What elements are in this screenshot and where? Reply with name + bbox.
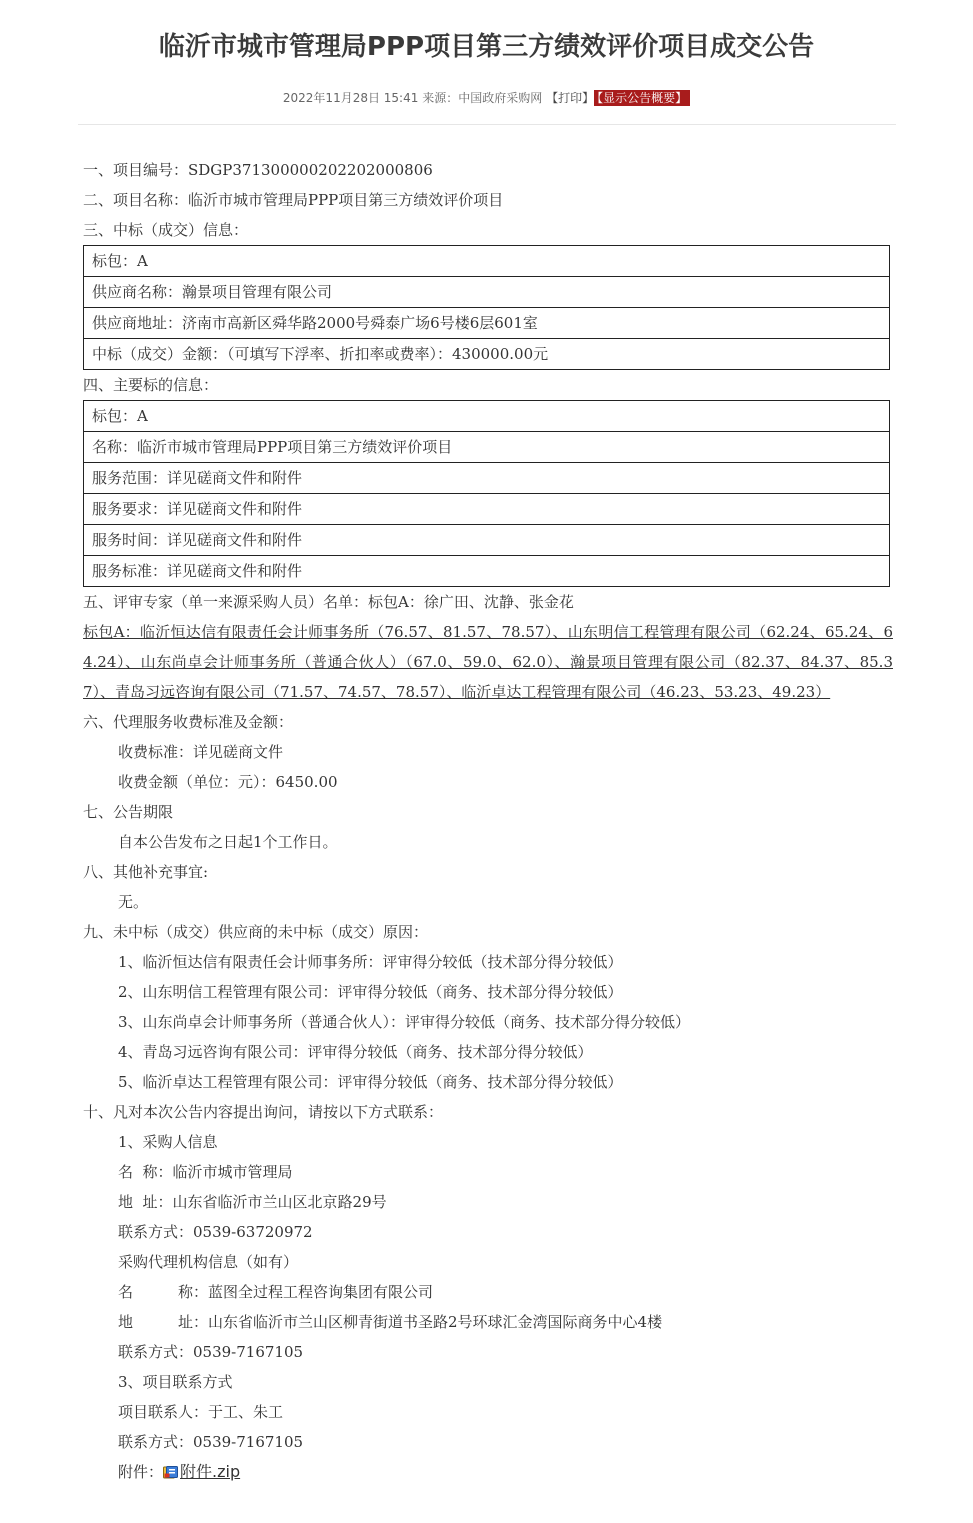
unsuccessful-heading: 九、未中标（成交）供应商的未中标（成交）原因：: [83, 923, 429, 941]
table-cell: 服务范围：详见磋商文件和附件: [84, 463, 890, 494]
zip-file-icon: [163, 1459, 178, 1472]
award-table: [83, 245, 890, 370]
experts-heading: 五、评审专家（单一来源采购人员）名单：标包A：徐广田、沈静、张金花: [83, 593, 574, 611]
other-matters-text: 无。: [118, 893, 149, 911]
list-item: 3、项目联系方式: [118, 1373, 233, 1391]
list-item: 名 称：蓝图全过程工程咨询集团有限公司: [118, 1283, 434, 1301]
list-item: 项目联系人：于工、朱工: [118, 1403, 284, 1421]
notice-period-text: 自本公告发布之日起1个工作日。: [118, 833, 338, 851]
list-item: 采购代理机构信息（如有）: [118, 1253, 299, 1271]
table-cell: 服务时间：详见磋商文件和附件: [84, 525, 890, 556]
project-number: 一、项目编号：SDGP371300000202202000806: [83, 161, 433, 179]
list-item: 2、山东明信工程管理有限公司：评审得分较低（商务、技术部分得分较低）: [118, 983, 623, 1001]
header-divider: [78, 124, 896, 125]
show-summary-button[interactable]: 【显示公告概要】: [594, 90, 690, 106]
list-item: 4、青岛习远咨询有限公司：评审得分较低（商务、技术部分得分较低）: [118, 1043, 593, 1061]
table-row: [84, 246, 890, 277]
other-matters-heading: 八、其他补充事宜:: [83, 863, 209, 881]
table-cell: 标包：A: [84, 401, 890, 432]
list-item: 1、临沂恒达信有限责任会计师事务所：评审得分较低（技术部分得分较低）: [118, 953, 623, 971]
table-row: [84, 432, 890, 463]
table-row: [84, 308, 890, 339]
table-cell: 标包：A: [84, 246, 890, 277]
table-row: [84, 556, 890, 587]
publish-date: 2022年11月28日 15:41: [282, 91, 419, 105]
table-cell: 供应商名称：瀚景项目管理有限公司: [84, 277, 890, 308]
list-item: 名 称：临沂市城市管理局: [118, 1163, 293, 1181]
list-item: 3、山东尚卓会计师事务所（普通合伙人）：评审得分较低（商务、技术部分得分较低）: [118, 1013, 691, 1031]
table-cell: 服务标准：详见磋商文件和附件: [84, 556, 890, 587]
table-row: [84, 463, 890, 494]
fee-standard: 收费标准：详见磋商文件: [118, 743, 284, 761]
page-title: 临沂市城市管理局PPP项目第三方绩效评价项目成交公告: [158, 32, 815, 62]
attachment-download-link[interactable]: 附件.zip: [180, 1462, 241, 1481]
fee-heading: 六、代理服务收费标准及金额：: [83, 713, 294, 731]
list-item: 地 址：山东省临沂市兰山区柳青街道书圣路2号环球汇金湾国际商务中心4楼: [118, 1313, 663, 1331]
list-item: 联系方式：0539-7167105: [118, 1343, 304, 1361]
project-name: 二、项目名称：临沂市城市管理局PPP项目第三方绩效评价项目: [83, 191, 504, 209]
subject-info-heading: 四、主要标的信息：: [83, 376, 219, 394]
contact-heading: 十、凡对本次公告内容提出询问，请按以下方式联系：: [83, 1103, 444, 1121]
source-name: 中国政府采购网: [458, 91, 543, 105]
announcement-body: [83, 155, 893, 1487]
table-cell: 中标（成交）金额：（可填写下浮率、折扣率或费率）：430000.00元: [84, 339, 890, 370]
table-row: [84, 494, 890, 525]
table-row: [84, 525, 890, 556]
list-item: 1、采购人信息: [118, 1133, 218, 1151]
list-item: 联系方式：0539-7167105: [118, 1433, 304, 1451]
list-item: 5、临沂卓达工程管理有限公司：评审得分较低（商务、技术部分得分较低）: [118, 1073, 623, 1091]
attachment-row: [83, 1457, 893, 1487]
subject-table: [83, 400, 890, 587]
experts-scores: 标包A：临沂恒达信有限责任会计师事务所（76.57、81.57、78.57）、山东明信工程管理有限公司（62.24、65.24、64.24）、山东尚卓会计师事务所（普通合伙人）（67.0、59.0、62.0）、瀚景项目管理有限公司（82.37、84.37、85.37）、青岛习远咨询有限公司（71.57、74.57、78.57）、临沂卓达工程管理有限公司（46.23、53.23、49.23）: [83, 623, 893, 701]
table-row: [84, 339, 890, 370]
attachment-label: 附件：: [118, 1463, 164, 1481]
notice-period-heading: 七、公告期限: [83, 803, 174, 821]
award-info-heading: 三、中标（成交）信息：: [83, 221, 249, 239]
list-item: 联系方式：0539-63720972: [118, 1223, 313, 1241]
list-item: 地 址：山东省临沂市兰山区北京路29号: [118, 1193, 387, 1211]
table-cell: 名称：临沂市城市管理局PPP项目第三方绩效评价项目: [84, 432, 890, 463]
meta-bar: [0, 89, 973, 106]
fee-amount: 收费金额（单位：元）：6450.00: [118, 773, 338, 791]
table-row: [84, 277, 890, 308]
table-cell: 供应商地址：济南市高新区舜华路2000号舜泰广场6号楼6层601室: [84, 308, 890, 339]
table-cell: 服务要求：详见磋商文件和附件: [84, 494, 890, 525]
print-link[interactable]: 【打印】: [546, 91, 595, 105]
source-label: 来源：: [422, 91, 459, 105]
table-row: [84, 401, 890, 432]
